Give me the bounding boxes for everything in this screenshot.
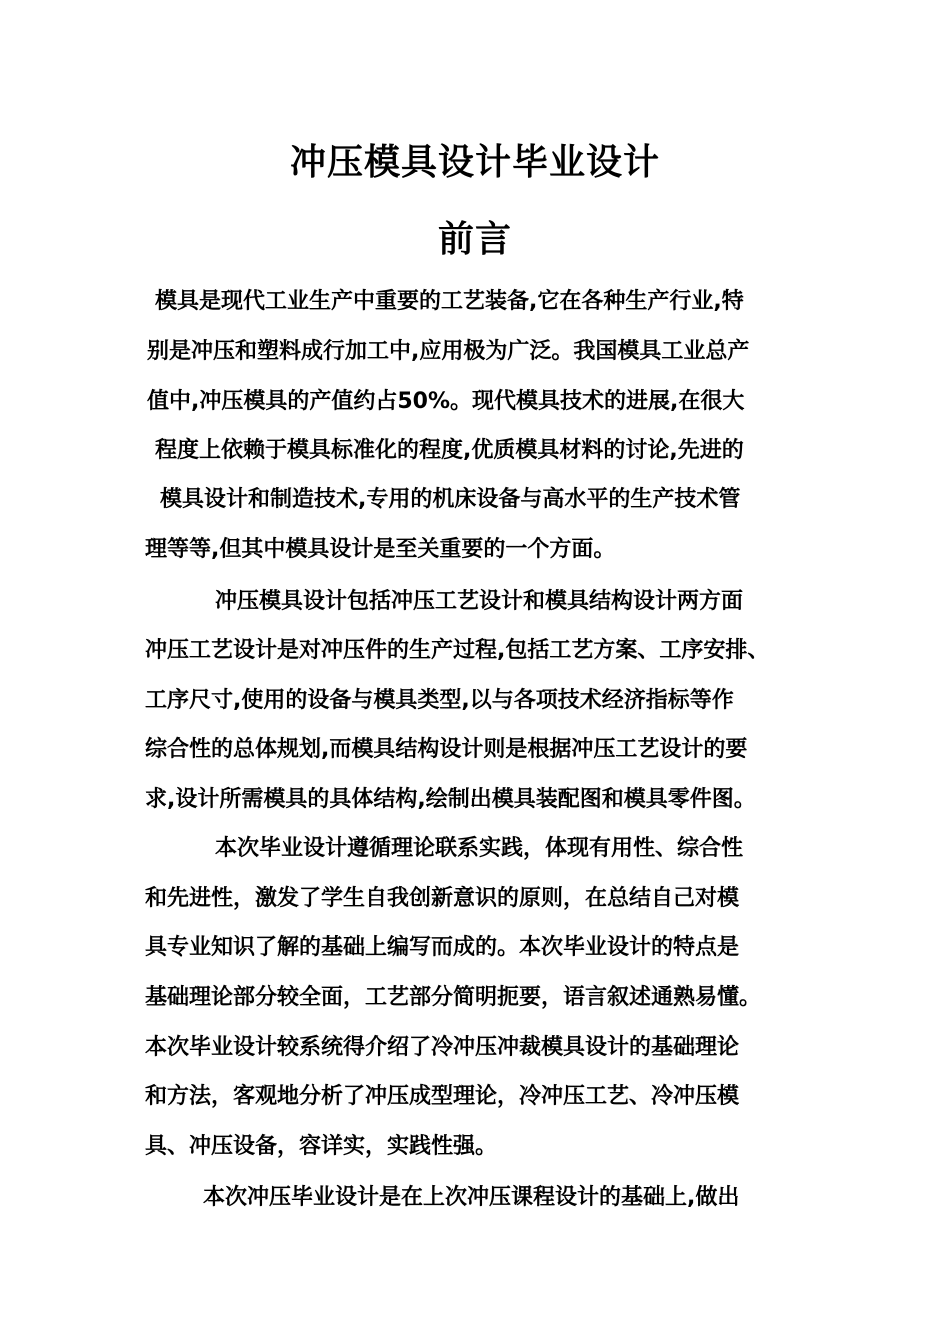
text-line: 冲压模具设计包括冲压工艺设计和模具结构设计两方面	[215, 589, 744, 614]
text-line: 值中,冲压模具的产值约占50%。现代模具技术的进展,在很大	[147, 389, 745, 414]
text-line: 别是冲压和塑料成行加工中,应用极为广泛。我国模具工业总产	[147, 339, 750, 364]
text-line: 理等等,但其中模具设计是至关重要的一个方面。	[145, 537, 616, 562]
text-line: 本次毕业设计遵循理论联系实践，体现有用性、综合性	[215, 836, 744, 861]
text-line: 本次毕业设计较系统得介绍了冷冲压冲裁模具设计的基础理论	[145, 1035, 740, 1060]
text-line: 和先进性，激发了学生自我创新意识的原则，在总结自己对模	[145, 886, 740, 911]
text-line: 和方法，客观地分析了冲压成型理论，冷冲压工艺、冷冲压模	[145, 1084, 740, 1109]
text-line: 程度上依赖于模具标准化的程度,优质模具材料的讨论,先进的	[155, 438, 744, 463]
text-line: 具、冲压设备，容详实，实践性强。	[145, 1134, 498, 1159]
text-line: 基础理论部分较全面，工艺部分简明扼要，语言叙述通熟易懂。	[145, 985, 762, 1010]
text-line: 本次冲压毕业设计是在上次冲压课程设计的基础上,做出	[203, 1185, 740, 1210]
text-line: 具专业知识了解的基础上编写而成的。本次毕业设计的特点是	[145, 935, 740, 960]
section-heading: 前言	[437, 219, 512, 260]
text-line: 综合性的总体规划,而模具结构设计则是根据冲压工艺设计的要	[145, 737, 748, 762]
text-line: 模具设计和制造技术,专用的机床设备与高水平的生产技术管	[160, 487, 741, 512]
document-title: 冲压模具设计毕业设计	[289, 142, 660, 183]
text-line: 求,设计所需模具的具体结构,绘制出模具装配图和模具零件图。	[145, 787, 756, 812]
text-line: 工序尺寸,使用的设备与模具类型,以与各项技术经济指标等作	[145, 688, 734, 713]
text-line: 模具是现代工业生产中重要的工艺装备,它在各种生产行业,特	[155, 289, 744, 314]
text-line: 冲压工艺设计是对冲压件的生产过程,包括工艺方案、工序安排、	[145, 638, 770, 663]
